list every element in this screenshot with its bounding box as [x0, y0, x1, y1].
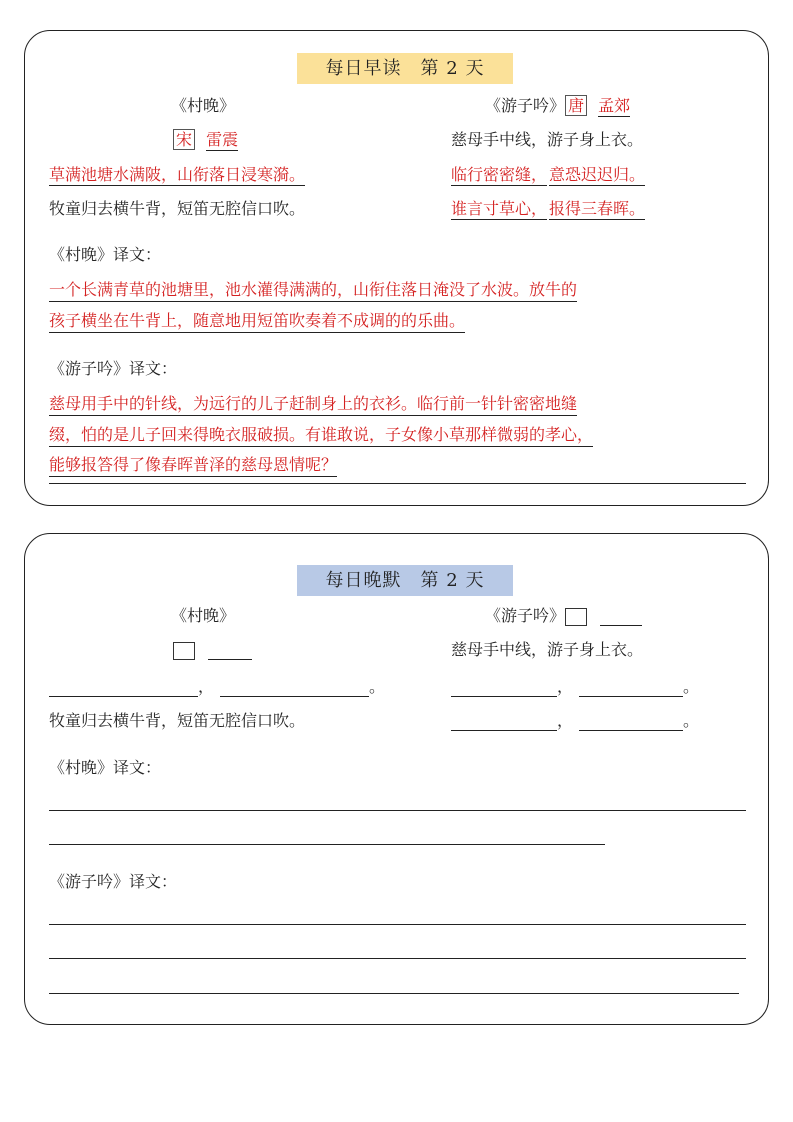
- writing-line[interactable]: [49, 844, 605, 845]
- trans1-line: 一个长满青草的池塘里，池水灌得满满的，山衔住落日淹没了水波。放牛的: [49, 280, 577, 302]
- dynasty-input-box[interactable]: [565, 608, 587, 626]
- poem1-line2: 牧童归去横牛背，短笛无腔信口吹。: [49, 711, 306, 730]
- poem2-line1: 慈母手中线，游子身上衣。: [451, 640, 644, 659]
- poem2-title: 《游子吟》: [485, 96, 566, 115]
- poem2-line3a-input[interactable]: [451, 714, 557, 731]
- poem1-attribution-blank: [173, 640, 252, 660]
- poem1-line1b: 山衔落日浸寒漪。: [177, 165, 306, 184]
- trans2-end-rule: [49, 483, 746, 484]
- period: 。: [683, 677, 700, 696]
- poem2-line3b-input[interactable]: [579, 714, 683, 731]
- writing-line[interactable]: [49, 924, 746, 925]
- poem1-line1b-input[interactable]: [220, 680, 369, 697]
- poem2-dynasty: 唐: [565, 95, 587, 116]
- period: 。: [683, 711, 700, 730]
- poem2-line2: [451, 165, 645, 185]
- poem1-title: 《村晚》: [171, 96, 236, 115]
- poem2-line3b: 报得三春晖。: [549, 199, 646, 218]
- evening-dictation-card: [24, 533, 769, 1025]
- poem2-author: 孟郊: [598, 96, 631, 115]
- trans2-line: 缀，怕的是儿子回来得晚衣服破损。有谁敢说，子女像小草那样微弱的孝心，: [49, 425, 593, 447]
- morning-reading-card: [24, 30, 769, 506]
- poem2-line3-blank: [451, 711, 699, 731]
- trans2-text: [49, 389, 749, 481]
- evening-title: 每日晚默 第 2 天: [297, 565, 513, 596]
- poem2-title: 《游子吟》: [485, 606, 566, 625]
- poem1-attribution: [173, 130, 238, 150]
- poem2-line2a: 临行密密缝，: [451, 165, 548, 184]
- poem2-line2-blank: [451, 677, 699, 697]
- poem2-line2b-input[interactable]: [579, 680, 683, 697]
- poem2-line3: [451, 199, 645, 219]
- poem1-line1a: 草满池塘水满陂，: [49, 165, 178, 184]
- poem1-line2: 牧童归去横牛背，短笛无腔信口吹。: [49, 199, 306, 218]
- writing-line[interactable]: [49, 993, 739, 994]
- comma: ，: [557, 677, 574, 696]
- morning-title: 每日早读 第 2 天: [297, 53, 513, 84]
- trans2-label: 《游子吟》译文：: [49, 872, 178, 891]
- poem2-line3a: 谁言寸草心，: [451, 199, 548, 218]
- poem2-line2a-input[interactable]: [451, 680, 557, 697]
- poem2-line2b: 意恐迟迟归。: [549, 165, 646, 184]
- poem1-line1: [49, 165, 305, 185]
- poem1-title-blank: 《村晚》: [171, 606, 236, 625]
- trans1-label: 《村晚》译文：: [49, 245, 162, 264]
- writing-line[interactable]: [49, 810, 746, 811]
- author-input-line[interactable]: [600, 609, 642, 626]
- trans2-line: 能够报答得了像春晖普泽的慈母恩情呢？: [49, 455, 337, 477]
- trans2-line: 慈母用手中的针线，为远行的儿子赶制身上的衣衫。临行前一针针密密地缝: [49, 394, 577, 416]
- writing-line[interactable]: [49, 958, 746, 959]
- poem1-dynasty: 宋: [173, 129, 195, 150]
- trans1-text: [49, 275, 749, 336]
- comma: ，: [557, 711, 574, 730]
- poem2-heading: [485, 96, 630, 116]
- dynasty-input-box[interactable]: [173, 642, 195, 660]
- poem1-line1-blank: [49, 677, 385, 697]
- author-input-line[interactable]: [208, 643, 252, 660]
- poem1-author: 雷震: [206, 130, 239, 149]
- period: 。: [369, 677, 386, 696]
- trans2-label: 《游子吟》译文：: [49, 359, 178, 378]
- trans1-label: 《村晚》译文：: [49, 758, 162, 777]
- poem2-heading-blank: [485, 606, 642, 626]
- trans1-line: 孩子横坐在牛背上，随意地用短笛吹奏着不成调的的乐曲。: [49, 311, 465, 333]
- comma: ，: [198, 677, 215, 696]
- poem2-line1: 慈母手中线，游子身上衣。: [451, 130, 644, 149]
- poem1-line1a-input[interactable]: [49, 680, 198, 697]
